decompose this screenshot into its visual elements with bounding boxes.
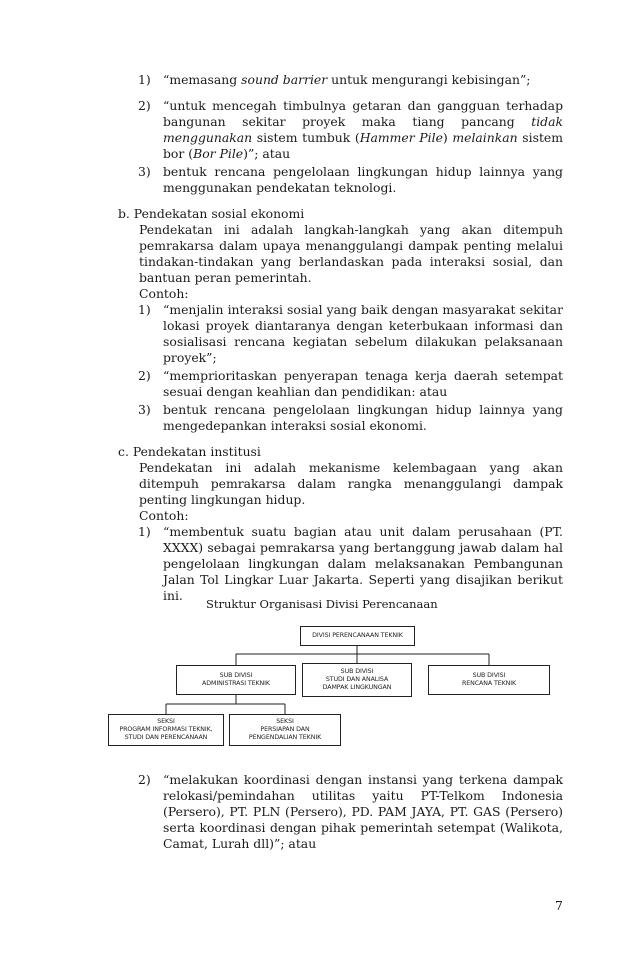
item-line: “menjalin interaksi sosial yang baik dengan masyarakat sekitar (163, 302, 563, 317)
item-number: 2) (138, 98, 151, 113)
contoh-label: Contoh: (139, 286, 189, 301)
item-line: lokasi proyek diantaranya dengan keterbukaan informasi dan (163, 318, 563, 333)
item-line: Jalan Tol Lingkar Luar Jakarta. Seperti yang disajikan berikut (163, 572, 563, 587)
item-line: menggunakan sistem tumbuk (Hammer Pile) melainkan sistem (163, 130, 564, 145)
item-number: 1) (138, 72, 151, 87)
org-box-label: DIVISI PERENCANAAN TEKNIK (312, 632, 403, 639)
item-line: sosialisasi rencana kegiatan sebelum dilakukan pelaksanaan (163, 334, 563, 349)
org-box-label: SUB DIVISI (219, 672, 253, 679)
item-number: 1) (138, 524, 151, 539)
item-line: XXXX) sebagai pemrakarsa yang bertanggung jawab dalam hal (163, 540, 563, 555)
paragraph-line: pemrakarsa dalam upaya menanggulangi dampak penting melalui (139, 238, 563, 253)
item-line: “memasang sound barrier untuk mengurangi kebisingan”; (163, 72, 531, 87)
item-line: sesuai dengan keahlian dan pendidikan: atau (163, 384, 448, 399)
item-line: “untuk mencegah timbulnya getaran dan gangguan terhadap (163, 98, 563, 113)
item-line: menggunakan pendekatan teknologi. (163, 180, 397, 195)
contoh-label: Contoh: (139, 508, 189, 523)
item-number: 1) (138, 302, 151, 317)
section-heading: c. Pendekatan institusi (118, 444, 261, 459)
item-line: “memprioritaskan penyerapan tenaga kerja daerah setempat (163, 368, 563, 383)
paragraph-line: penting lingkungan hidup. (139, 492, 306, 507)
item-number: 2) (138, 368, 151, 383)
paragraph-line: ditempuh pemrakarsa dalam rangka menanggulangi dampak (139, 476, 563, 491)
org-box-label: PERSIAPAN DAN (260, 726, 310, 733)
item-line: mengedepankan interaksi sosial ekonomi. (163, 418, 427, 433)
org-box-sub-rencana (428, 665, 550, 695)
item-number: 3) (138, 164, 151, 179)
item-line: ini. (163, 588, 183, 603)
org-box-label: SUB DIVISI (472, 672, 506, 679)
org-box-label: SUB DIVISI (340, 668, 374, 675)
item-line: “melakukan koordinasi dengan instansi yang terkena dampak (163, 772, 563, 787)
item-line: (Persero), PT. PLN (Persero), PD. PAM JAYA, PT. GAS (Persero) (163, 804, 563, 819)
org-box-seksi-persiapan (229, 714, 341, 746)
page-number: 7 (555, 898, 563, 913)
item-line: relokasi/pemindahan utilitas yaitu PT-Telkom Indonesia (163, 788, 563, 803)
paragraph-line: tindakan-tindakan yang berlandaskan pada interaksi sosial, dan (139, 254, 563, 269)
item-line: Camat, Lurah dll)”; atau (163, 836, 317, 851)
org-box-label: STUDI DAN PERENCANAAN (124, 734, 208, 741)
section-heading: b. Pendekatan sosial ekonomi (118, 206, 305, 221)
item-number: 3) (138, 402, 151, 417)
org-chart-title: Struktur Organisasi Divisi Perencanaan (206, 597, 438, 611)
org-box-label: PENGENDALIAN TEKNIK (248, 734, 322, 741)
org-box-label: DAMPAK LINGKUNGAN (322, 684, 392, 691)
item-line: “membentuk suatu bagian atau unit dalam perusahaan (PT. (163, 524, 563, 539)
item-line: bangunan sekitar proyek maka tiang pancang tidak (163, 114, 563, 129)
org-box-label: RENCANA TEKNIK (461, 680, 517, 687)
org-box-sub-studi (302, 663, 412, 697)
org-box-seksi-program (108, 714, 224, 746)
org-box-label: STUDI DAN ANALISA (325, 676, 389, 683)
item-line: serta koordinasi dengan pihak pemerintah setempat (Walikota, (163, 820, 563, 835)
paragraph-line: bantuan peran pemerintah. (139, 270, 312, 285)
org-box-sub-administrasi (176, 665, 296, 695)
paragraph-line: Pendekatan ini adalah mekanisme kelembagaan yang akan (139, 460, 563, 475)
item-line: bentuk rencana pengelolaan lingkungan hidup lainnya yang (163, 164, 563, 179)
item-line: proyek”; (163, 350, 217, 365)
org-box-label: SEKSI (157, 718, 175, 725)
item-number: 2) (138, 772, 151, 787)
org-box-label: PROGRAM INFORMASI TEKNIK, (119, 726, 213, 733)
org-box-divisi-perencanaan (300, 626, 415, 646)
item-line: pengelolaan lingkungan dalam melaksanakan Pembangunan (163, 556, 563, 571)
org-box-label: SEKSI (276, 718, 294, 725)
item-line: bor (Bor Pile)”; atau (163, 146, 291, 161)
item-line: bentuk rencana pengelolaan lingkungan hidup lainnya yang (163, 402, 563, 417)
org-box-label: ADMINISTRASI TEKNIK (202, 680, 270, 687)
paragraph-line: Pendekatan ini adalah langkah-langkah yang akan ditempuh (139, 222, 563, 237)
